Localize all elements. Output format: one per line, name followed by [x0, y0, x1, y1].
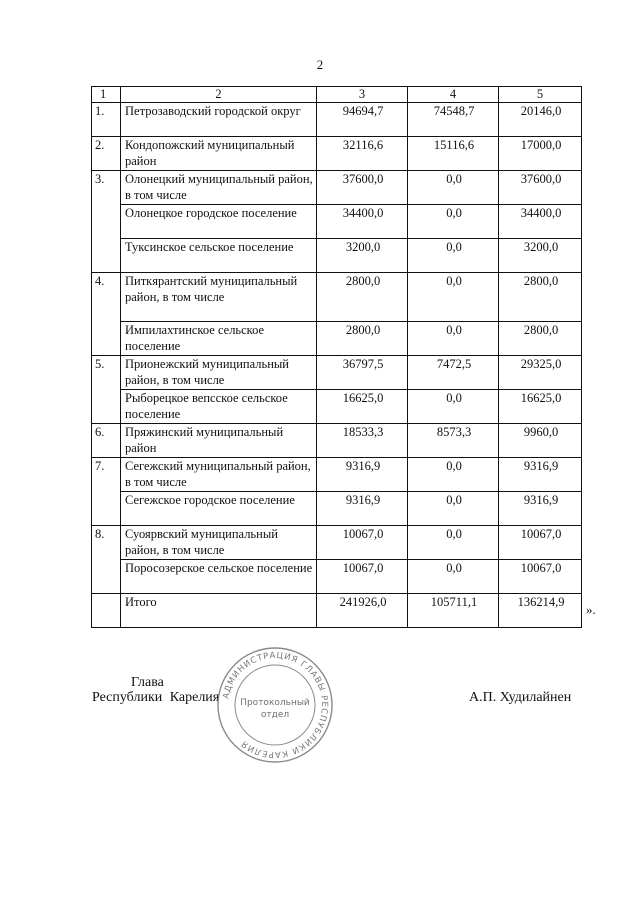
row-number-cell — [92, 594, 121, 628]
municipality-name-cell: Петрозаводский городской округ — [121, 103, 317, 137]
value-cell-col3: 18533,3 — [317, 424, 408, 458]
stamp-inner-text-line2: отдел — [260, 710, 290, 720]
allocation-table — [91, 86, 582, 628]
value-cell-col5: 2800,0 — [499, 273, 582, 322]
header-cell-4: 4 — [408, 87, 499, 103]
table-row — [92, 424, 582, 458]
municipality-name-cell: Сегежский муниципальный район, в том числе — [121, 458, 317, 492]
value-cell-col4: 7472,5 — [408, 356, 499, 390]
total-value-col4: 105711,1 — [408, 594, 499, 628]
value-cell-col3: 34400,0 — [317, 205, 408, 239]
value-cell-col3: 9316,9 — [317, 492, 408, 526]
signature-title-line2: Республики Карелия — [92, 690, 220, 705]
table-row — [92, 205, 582, 239]
value-cell-col5: 10067,0 — [499, 526, 582, 560]
value-cell-col5: 16625,0 — [499, 390, 582, 424]
row-number-cell: 3. — [92, 171, 121, 273]
value-cell-col5: 9316,9 — [499, 492, 582, 526]
value-cell-col5: 10067,0 — [499, 560, 582, 594]
table-row — [92, 356, 582, 390]
value-cell-col4: 74548,7 — [408, 103, 499, 137]
table-row — [92, 103, 582, 137]
value-cell-col3: 10067,0 — [317, 560, 408, 594]
municipality-name-cell: Питкярантский муниципальный район, в том числе — [121, 273, 317, 322]
municipality-name-cell: Рыборецкое вепсское сельское поселение — [121, 390, 317, 424]
value-cell-col3: 2800,0 — [317, 322, 408, 356]
value-cell-col3: 32116,6 — [317, 137, 408, 171]
municipality-name-cell: Олонецкое городское поселение — [121, 205, 317, 239]
value-cell-col5: 3200,0 — [499, 239, 582, 273]
header-cell-2: 2 — [121, 87, 317, 103]
value-cell-col4: 0,0 — [408, 390, 499, 424]
value-cell-col3: 16625,0 — [317, 390, 408, 424]
stamp-inner-text-line1: Протокольный — [240, 698, 310, 708]
row-number-cell: 6. — [92, 424, 121, 458]
value-cell-col3: 37600,0 — [317, 171, 408, 205]
value-cell-col4: 8573,3 — [408, 424, 499, 458]
municipality-name-cell: Сегежское городское поселение — [121, 492, 317, 526]
value-cell-col5: 9316,9 — [499, 458, 582, 492]
official-stamp — [215, 645, 335, 765]
value-cell-col4: 0,0 — [408, 239, 499, 273]
table-row — [92, 390, 582, 424]
table-row — [92, 458, 582, 492]
header-cell-1: 1 — [92, 87, 121, 103]
municipality-name-cell: Пряжинский муниципальный район — [121, 424, 317, 458]
table-row — [92, 560, 582, 594]
value-cell-col5: 29325,0 — [499, 356, 582, 390]
value-cell-col5: 9960,0 — [499, 424, 582, 458]
municipality-name-cell: Поросозерское сельское поселение — [121, 560, 317, 594]
table-row — [92, 171, 582, 205]
row-number-cell: 5. — [92, 356, 121, 424]
table-row — [92, 137, 582, 171]
value-cell-col4: 0,0 — [408, 492, 499, 526]
row-number-cell: 2. — [92, 137, 121, 171]
value-cell-col5: 2800,0 — [499, 322, 582, 356]
value-cell-col3: 94694,7 — [317, 103, 408, 137]
value-cell-col4: 0,0 — [408, 171, 499, 205]
table-row — [92, 322, 582, 356]
value-cell-col4: 0,0 — [408, 526, 499, 560]
value-cell-col3: 9316,9 — [317, 458, 408, 492]
municipality-name-cell: Туксинское сельское поселение — [121, 239, 317, 273]
row-number-cell: 8. — [92, 526, 121, 594]
value-cell-col3: 36797,5 — [317, 356, 408, 390]
table-row — [92, 239, 582, 273]
municipality-name-cell: Кондопожский муниципальный район — [121, 137, 317, 171]
header-cell-5: 5 — [499, 87, 582, 103]
closing-quote: ». — [586, 602, 596, 617]
value-cell-col4: 0,0 — [408, 560, 499, 594]
value-cell-col4: 0,0 — [408, 273, 499, 322]
table-row — [92, 273, 582, 322]
total-value-col3: 241926,0 — [317, 594, 408, 628]
value-cell-col5: 37600,0 — [499, 171, 582, 205]
municipality-name-cell: Импилахтинское сельское поселение — [121, 322, 317, 356]
total-label-cell: Итого — [121, 594, 317, 628]
table-header-row — [92, 87, 582, 103]
signature-title-line1: Глава — [131, 675, 164, 690]
page-number: 2 — [316, 57, 324, 72]
value-cell-col4: 0,0 — [408, 322, 499, 356]
stamp-ring-text: АДМИНИСТРАЦИЯ ГЛАВЫ РЕСПУБЛИКИ КАРЕЛИЯ — [221, 650, 330, 760]
total-row — [92, 594, 582, 628]
row-number-cell: 7. — [92, 458, 121, 526]
value-cell-col5: 20146,0 — [499, 103, 582, 137]
table-row — [92, 526, 582, 560]
signer-name: А.П. Худилайнен — [469, 690, 572, 705]
value-cell-col3: 10067,0 — [317, 526, 408, 560]
value-cell-col5: 34400,0 — [499, 205, 582, 239]
value-cell-col3: 2800,0 — [317, 273, 408, 322]
municipality-name-cell: Олонецкий муниципальный район, в том числе — [121, 171, 317, 205]
value-cell-col3: 3200,0 — [317, 239, 408, 273]
row-number-cell: 1. — [92, 103, 121, 137]
value-cell-col4: 0,0 — [408, 458, 499, 492]
municipality-name-cell: Прионежский муниципальный район, в том числе — [121, 356, 317, 390]
value-cell-col5: 17000,0 — [499, 137, 582, 171]
municipality-name-cell: Суоярвский муниципальный район, в том числе — [121, 526, 317, 560]
row-number-cell: 4. — [92, 273, 121, 356]
table-row — [92, 492, 582, 526]
value-cell-col4: 15116,6 — [408, 137, 499, 171]
value-cell-col4: 0,0 — [408, 205, 499, 239]
header-cell-3: 3 — [317, 87, 408, 103]
total-value-col5: 136214,9 — [499, 594, 582, 628]
